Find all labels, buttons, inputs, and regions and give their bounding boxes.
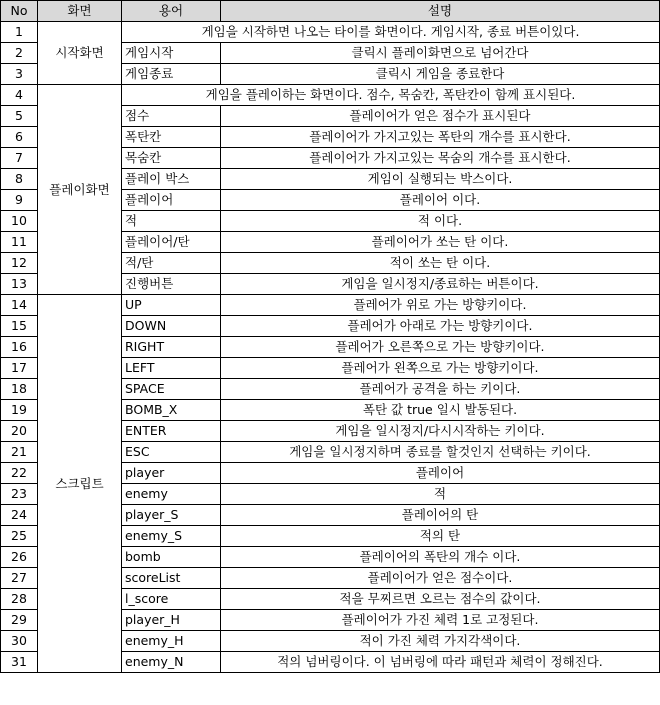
term-cell: enemy_S <box>122 526 221 547</box>
row-number: 15 <box>1 316 38 337</box>
term-cell: bomb <box>122 547 221 568</box>
term-cell: 적/탄 <box>122 253 221 274</box>
section-name: 플레이화면 <box>38 85 122 295</box>
term-cell: BOMB_X <box>122 400 221 421</box>
description-cell: 폭탄 값 true 일시 발동된다. <box>221 400 660 421</box>
description-cell: 플레이어가 얻은 점수이다. <box>221 568 660 589</box>
description-cell: 플레이어의 탄 <box>221 505 660 526</box>
row-number: 17 <box>1 358 38 379</box>
row-number: 30 <box>1 631 38 652</box>
term-cell: ENTER <box>122 421 221 442</box>
table-row <box>1 85 660 106</box>
term-cell: enemy_H <box>122 631 221 652</box>
row-number: 5 <box>1 106 38 127</box>
description-cell: 플레어가 왼쪽으로 가는 방향키이다. <box>221 358 660 379</box>
row-number: 18 <box>1 379 38 400</box>
description-cell: 플레이어가 가지고있는 목숨의 개수를 표시한다. <box>221 148 660 169</box>
description-cell: 플레이어가 쏘는 탄 이다. <box>221 232 660 253</box>
term-cell: 플레이어 <box>122 190 221 211</box>
description-cell: 적 <box>221 484 660 505</box>
row-number: 12 <box>1 253 38 274</box>
description-cell: 플레이어의 폭탄의 개수 이다. <box>221 547 660 568</box>
row-number: 13 <box>1 274 38 295</box>
term-cell: 플레이어/탄 <box>122 232 221 253</box>
header-row <box>1 1 660 22</box>
row-number: 2 <box>1 43 38 64</box>
term-cell: 폭탄칸 <box>122 127 221 148</box>
description-cell: 게임을 일시정지/다시시작하는 키이다. <box>221 421 660 442</box>
section-name: 시작화면 <box>38 22 122 85</box>
description-cell: 적이 가진 체력 가지각색이다. <box>221 631 660 652</box>
term-cell: RIGHT <box>122 337 221 358</box>
row-number: 21 <box>1 442 38 463</box>
row-number: 11 <box>1 232 38 253</box>
description-cell: 플레이어 <box>221 463 660 484</box>
term-cell: 게임시작 <box>122 43 221 64</box>
term-cell: 목숨칸 <box>122 148 221 169</box>
term-cell: SPACE <box>122 379 221 400</box>
term-cell: 적 <box>122 211 221 232</box>
table-row <box>1 22 660 43</box>
description-cell: 플레이어가 가지고있는 폭탄의 개수를 표시한다. <box>221 127 660 148</box>
term-cell: player <box>122 463 221 484</box>
table-row <box>1 295 660 316</box>
description-cell: 플레어가 아래로 가는 방향키이다. <box>221 316 660 337</box>
row-number: 19 <box>1 400 38 421</box>
section-description: 게임을 시작하면 나오는 타이를 화면이다. 게임시작, 종료 버튼이있다. <box>122 22 660 43</box>
row-number: 22 <box>1 463 38 484</box>
description-cell: 플레이어가 얻은 점수가 표시된다 <box>221 106 660 127</box>
row-number: 20 <box>1 421 38 442</box>
description-cell: 플레어가 공격을 하는 키이다. <box>221 379 660 400</box>
term-cell: DOWN <box>122 316 221 337</box>
header-no: No <box>1 1 38 22</box>
description-cell: 적의 탄 <box>221 526 660 547</box>
row-number: 10 <box>1 211 38 232</box>
term-cell: l_score <box>122 589 221 610</box>
description-cell: 적을 무찌르면 오르는 점수의 값이다. <box>221 589 660 610</box>
row-number: 4 <box>1 85 38 106</box>
table-header <box>1 1 660 22</box>
row-number: 7 <box>1 148 38 169</box>
description-cell: 플레어가 오른쪽으로 가는 방향키이다. <box>221 337 660 358</box>
row-number: 1 <box>1 22 38 43</box>
row-number: 3 <box>1 64 38 85</box>
term-cell: player_H <box>122 610 221 631</box>
description-cell: 적 이다. <box>221 211 660 232</box>
header-description: 설명 <box>221 1 660 22</box>
row-number: 9 <box>1 190 38 211</box>
row-number: 16 <box>1 337 38 358</box>
description-cell: 적의 넘버링이다. 이 넘버링에 따라 패턴과 체력이 정해진다. <box>221 652 660 673</box>
row-number: 24 <box>1 505 38 526</box>
row-number: 25 <box>1 526 38 547</box>
term-cell: LEFT <box>122 358 221 379</box>
row-number: 31 <box>1 652 38 673</box>
term-cell: UP <box>122 295 221 316</box>
description-cell: 플레이어 이다. <box>221 190 660 211</box>
description-cell: 게임을 일시정지/종료하는 버튼이다. <box>221 274 660 295</box>
section-name: 스크립트 <box>38 295 122 673</box>
row-number: 27 <box>1 568 38 589</box>
row-number: 8 <box>1 169 38 190</box>
row-number: 26 <box>1 547 38 568</box>
description-cell: 클릭시 플레이화면으로 넘어간다 <box>221 43 660 64</box>
description-cell: 게임을 일시정지하며 종료를 할것인지 선택하는 키이다. <box>221 442 660 463</box>
section-description: 게임을 플레이하는 화면이다. 점수, 목숨칸, 폭탄칸이 함께 표시된다. <box>122 85 660 106</box>
term-cell: enemy <box>122 484 221 505</box>
description-cell: 게임이 실행되는 박스이다. <box>221 169 660 190</box>
description-cell: 플레어가 위로 가는 방향키이다. <box>221 295 660 316</box>
header-screen: 화면 <box>38 1 122 22</box>
description-cell: 클릭시 게임을 종료한다 <box>221 64 660 85</box>
term-cell: enemy_N <box>122 652 221 673</box>
row-number: 23 <box>1 484 38 505</box>
term-cell: 게임종료 <box>122 64 221 85</box>
term-cell: scoreList <box>122 568 221 589</box>
term-cell: ESC <box>122 442 221 463</box>
table-body <box>1 22 660 673</box>
header-term: 용어 <box>122 1 221 22</box>
row-number: 28 <box>1 589 38 610</box>
term-cell: player_S <box>122 505 221 526</box>
description-cell: 플레이어가 가진 체력 1로 고정된다. <box>221 610 660 631</box>
term-cell: 점수 <box>122 106 221 127</box>
row-number: 29 <box>1 610 38 631</box>
row-number: 14 <box>1 295 38 316</box>
description-cell: 적이 쏘는 탄 이다. <box>221 253 660 274</box>
term-cell: 진행버튼 <box>122 274 221 295</box>
row-number: 6 <box>1 127 38 148</box>
term-cell: 플레이 박스 <box>122 169 221 190</box>
